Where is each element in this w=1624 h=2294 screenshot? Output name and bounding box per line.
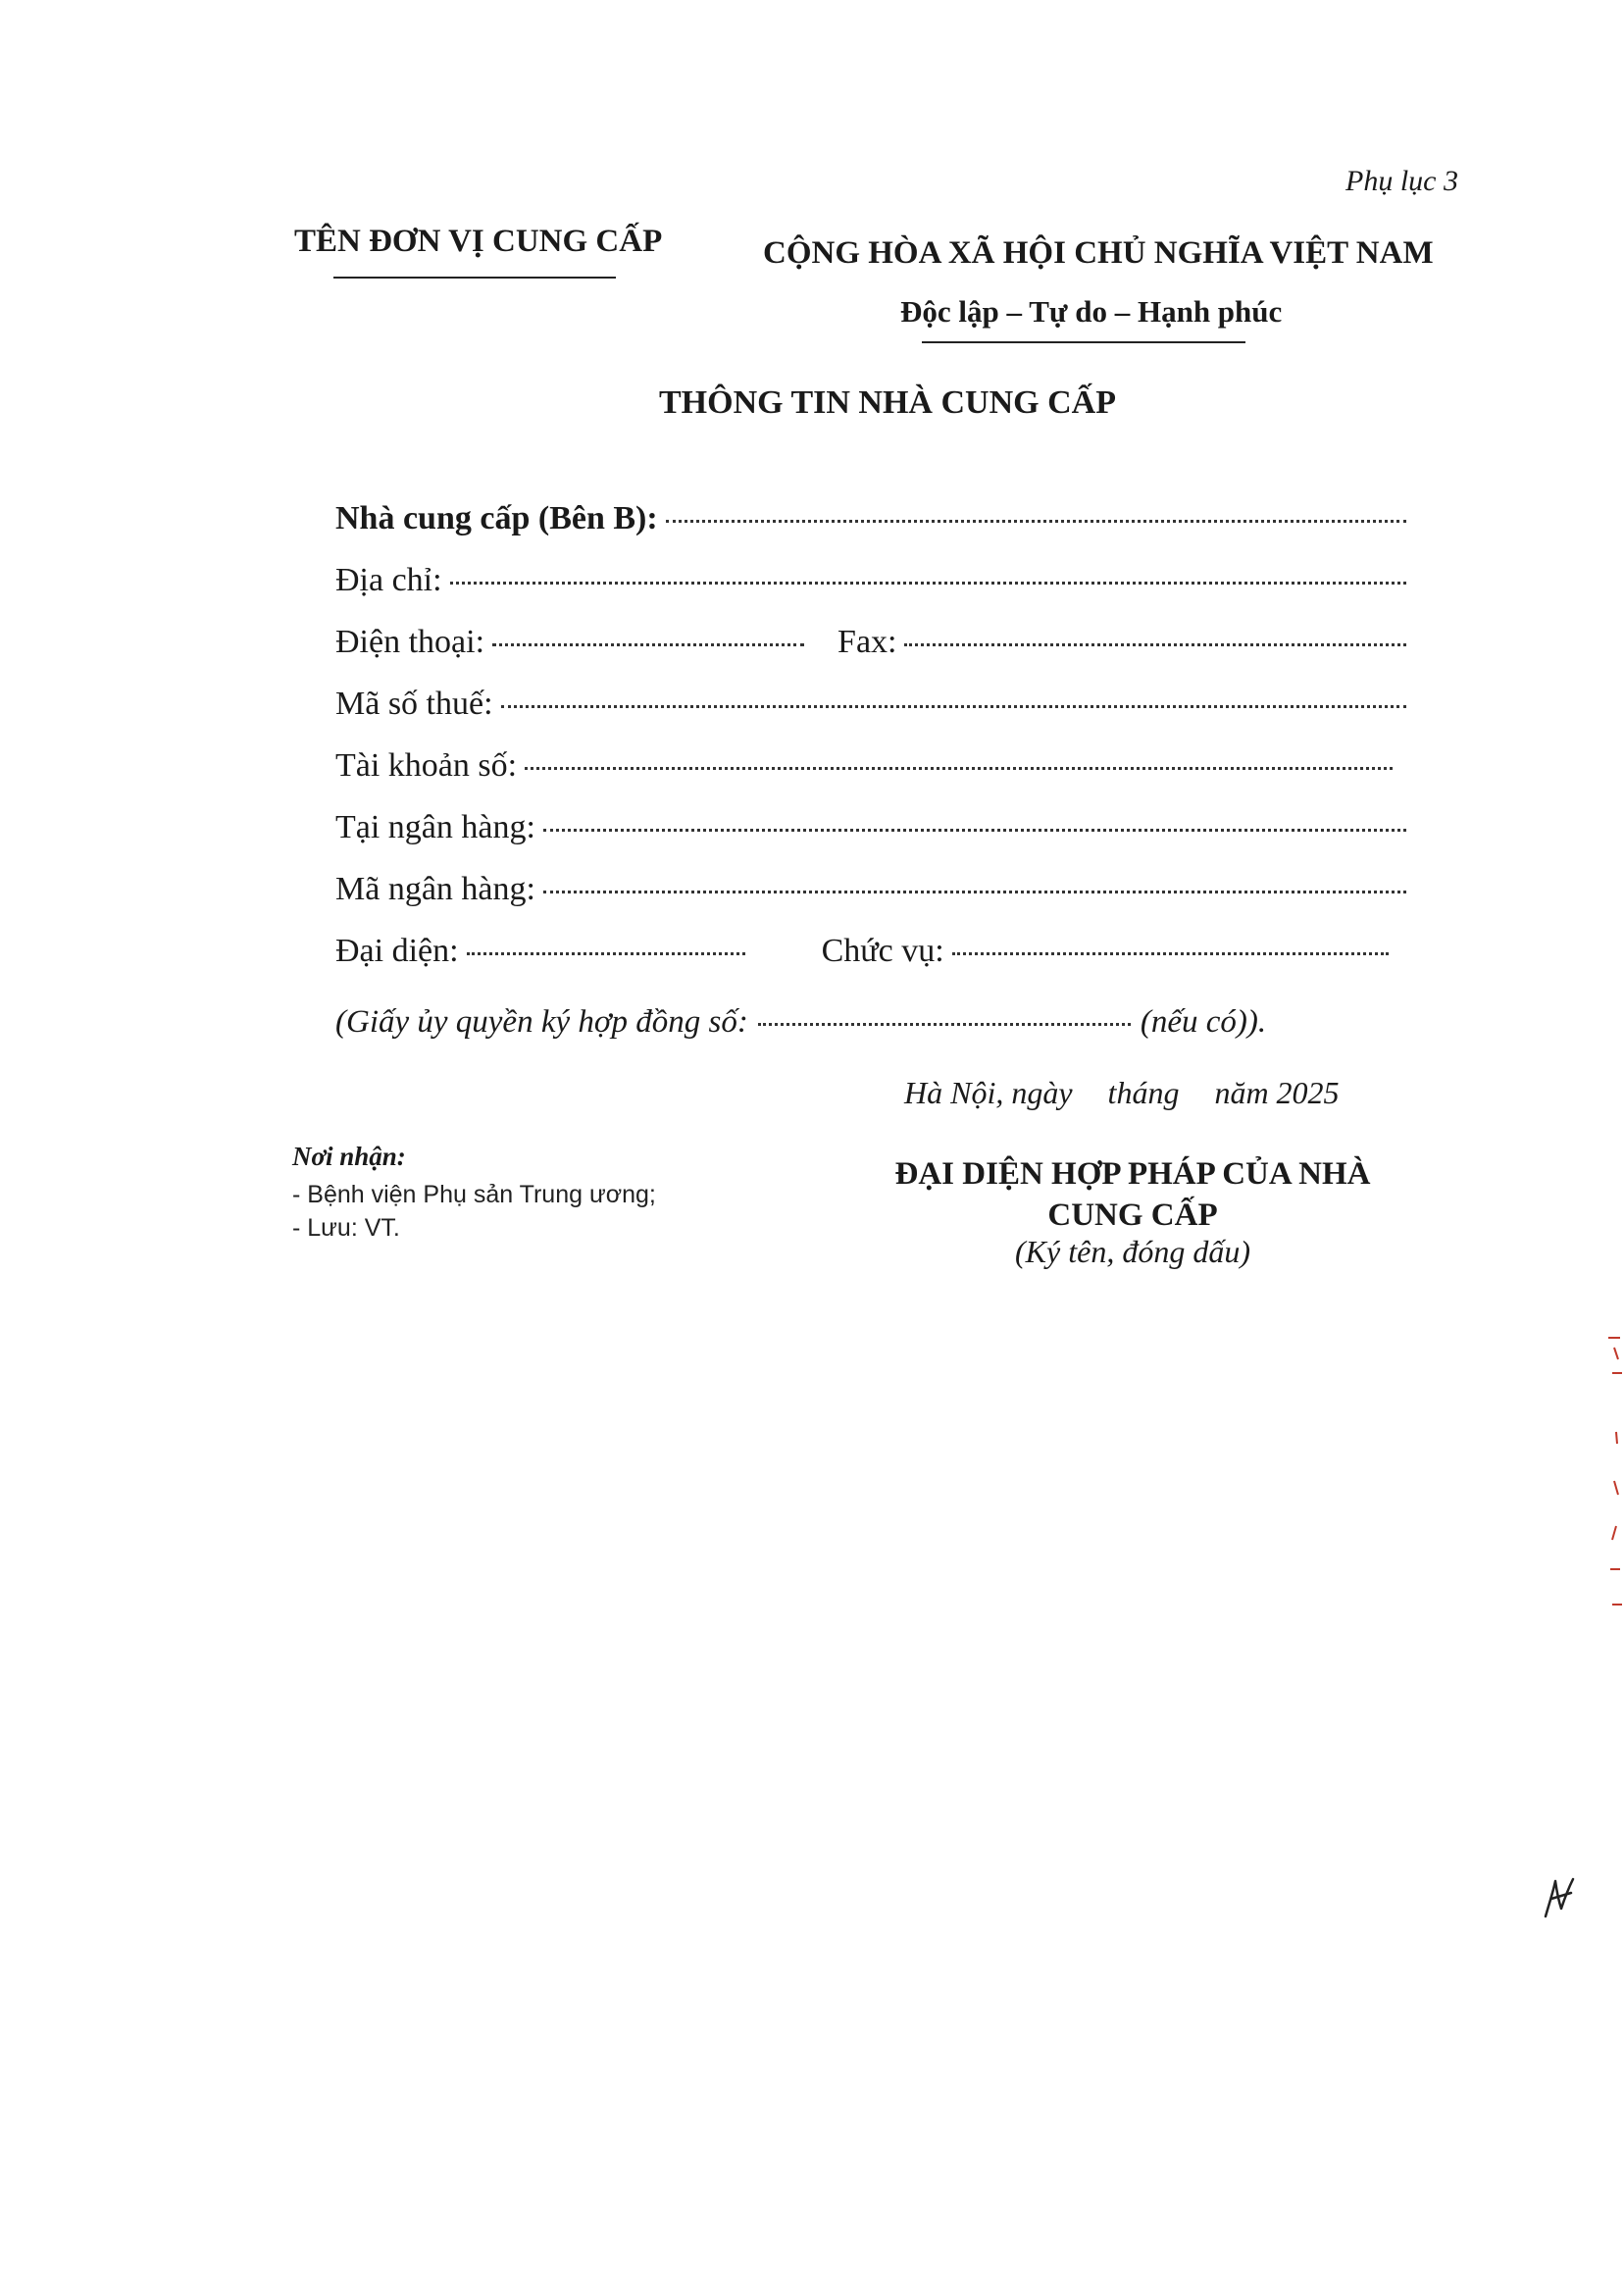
recipient-item: - Bệnh viện Phụ sản Trung ương; xyxy=(292,1181,656,1208)
tax-code-label: Mã số thuế: xyxy=(335,686,493,722)
supplier-blank xyxy=(666,520,1406,523)
authorization-prefix: (Giấy ủy quyền ký hợp đồng số: xyxy=(335,1004,748,1040)
stamp-fragment-mark xyxy=(1599,1334,1624,1628)
supplier-label: Nhà cung cấp (Bên B): xyxy=(335,500,658,536)
address-field xyxy=(335,562,1410,599)
bank-code-label: Mã ngân hàng: xyxy=(335,871,535,907)
authorization-suffix: (nếu có)). xyxy=(1140,1004,1267,1040)
signature-title: ĐẠI DIỆN HỢP PHÁP CỦA NHÀ CUNG CẤP xyxy=(894,1156,1371,1233)
address-label: Địa chỉ: xyxy=(335,562,442,598)
bank-blank xyxy=(543,829,1406,832)
account-blank xyxy=(525,767,1393,770)
bank-code-field xyxy=(335,871,1410,908)
recipients-title: Nơi nhận: xyxy=(292,1142,406,1171)
bank-label: Tại ngân hàng: xyxy=(335,809,535,845)
authorization-line xyxy=(335,1004,1266,1041)
representative-label: Đại diện: xyxy=(335,933,459,969)
national-motto: Độc lập – Tự do – Hạnh phúc xyxy=(900,294,1283,329)
position-blank xyxy=(952,952,1389,955)
appendix-label: Phụ lục 3 xyxy=(1345,165,1458,197)
supplier-field xyxy=(335,500,1410,537)
handwritten-initials xyxy=(1540,1873,1579,1922)
representative-field xyxy=(335,933,1393,970)
account-label: Tài khoản số: xyxy=(335,747,518,784)
signature-note: (Ký tên, đóng dấu) xyxy=(1015,1234,1250,1269)
account-field xyxy=(335,747,1396,785)
date-line xyxy=(904,1075,1340,1111)
phone-label: Điện thoại: xyxy=(335,624,485,660)
unit-underline xyxy=(333,277,616,279)
motto-underline xyxy=(922,341,1245,343)
date-place: Hà Nội, ngày xyxy=(904,1075,1073,1110)
bank-code-blank xyxy=(543,891,1406,893)
tax-code-blank xyxy=(501,705,1406,708)
fax-blank xyxy=(904,643,1406,646)
address-blank xyxy=(450,582,1406,585)
recipient-item: - Lưu: VT. xyxy=(292,1214,400,1242)
unit-name: TÊN ĐƠN VỊ CUNG CẤP xyxy=(294,224,663,259)
authorization-blank xyxy=(758,1023,1131,1026)
fax-label: Fax: xyxy=(837,624,897,660)
date-month: tháng xyxy=(1107,1075,1180,1110)
national-title: CỘNG HÒA XÃ HỘI CHỦ NGHĨA VIỆT NAM xyxy=(763,235,1434,271)
page-title: THÔNG TIN NHÀ CUNG CẤP xyxy=(659,384,1116,421)
phone-blank xyxy=(492,643,804,646)
representative-blank xyxy=(467,952,745,955)
date-year: năm 2025 xyxy=(1214,1075,1340,1110)
tax-code-field xyxy=(335,686,1410,723)
bank-field xyxy=(335,809,1410,846)
phone-fax-field xyxy=(335,624,1410,661)
position-label: Chức vụ: xyxy=(821,933,944,969)
